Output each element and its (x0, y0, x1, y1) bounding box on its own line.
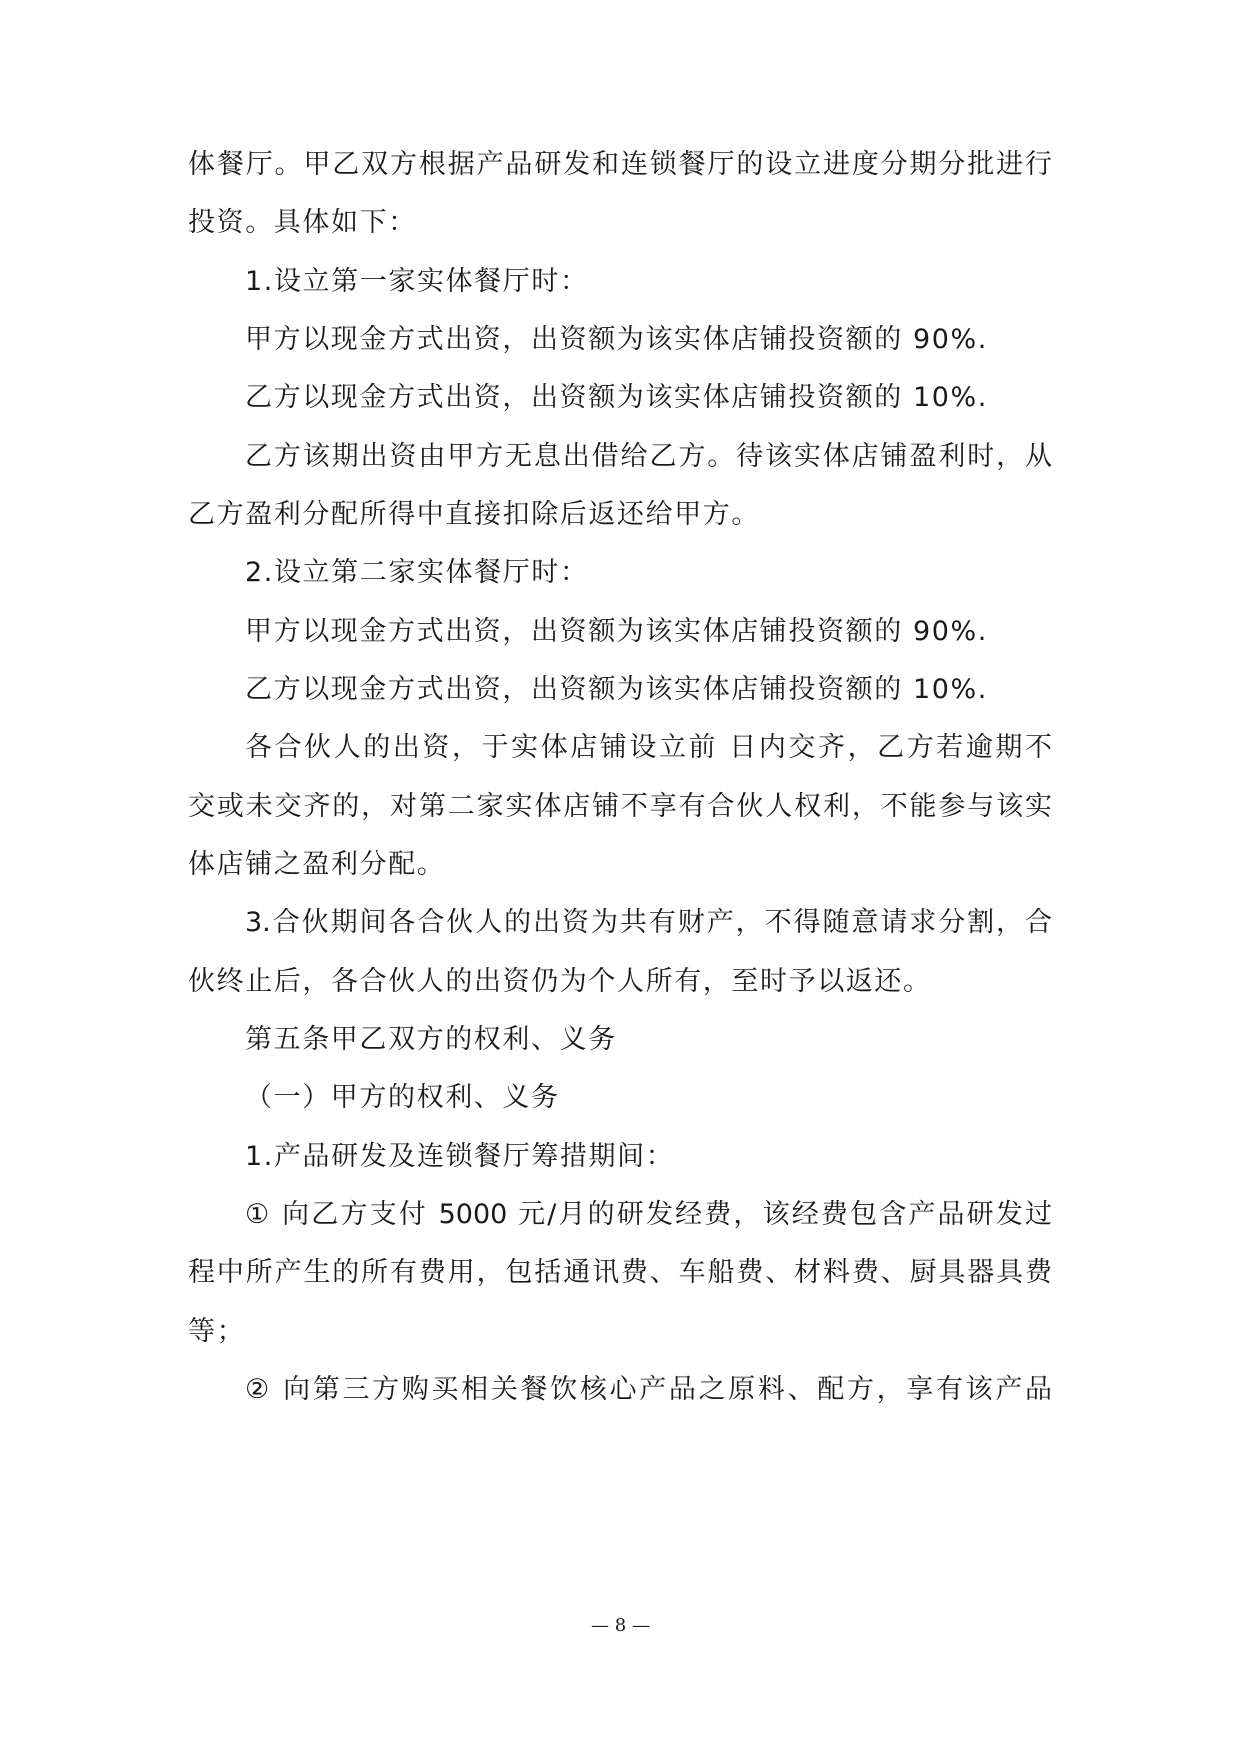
body-text-line: 体餐厅。甲乙双方根据产品研发和连锁餐厅的设立进度分期分批进行 (188, 149, 1052, 180)
article-heading: 第五条甲乙双方的权利、义务 (245, 1024, 617, 1055)
list-item-text: ② 向第三方购买相关餐饮核心产品之原料、配方，享有该产品 (245, 1374, 1052, 1405)
body-text-line: 乙方以现金方式出资，出资额为该实体店铺投资额的 10%. (245, 382, 988, 413)
body-text-line: 乙方以现金方式出资，出资额为该实体店铺投资额的 10%. (245, 674, 988, 705)
body-text-line: 体店铺之盈利分配。 (188, 849, 446, 880)
body-text-line: 甲方以现金方式出资，出资额为该实体店铺投资额的 90%. (245, 324, 988, 355)
body-text-line: 交或未交齐的，对第二家实体店铺不享有合伙人权利，不能参与该实 (188, 791, 1052, 822)
body-text-line: 投资。具体如下： (188, 207, 417, 238)
body-text-line: 乙方该期出资由甲方无息出借给乙方。待该实体店铺盈利时，从 (245, 441, 1052, 472)
page-number: — 8 — (591, 1615, 650, 1636)
body-text-line: 伙终止后，各合伙人的出资仍为个人所有，至时予以返还。 (188, 966, 932, 997)
body-text-line: 乙方盈利分配所得中直接扣除后返还给甲方。 (188, 499, 760, 530)
numbered-item-heading: 1.设立第一家实体餐厅时： (245, 266, 589, 297)
numbered-item-text: 3.合伙期间各合伙人的出资为共有财产，不得随意请求分割，合 (245, 907, 1052, 938)
body-text-line: 等； (188, 1316, 246, 1347)
body-text-line: 各合伙人的出资，于实体店铺设立前 日内交齐，乙方若逾期不 (245, 732, 1052, 763)
body-text-line: 甲方以现金方式出资，出资额为该实体店铺投资额的 90%. (245, 616, 988, 647)
numbered-item-heading: 1.产品研发及连锁餐厅筹措期间： (245, 1141, 675, 1172)
section-heading: （一）甲方的权利、义务 (245, 1082, 560, 1113)
numbered-item-heading: 2.设立第二家实体餐厅时： (245, 557, 589, 588)
body-text-line: 程中所产生的所有费用，包括通讯费、车船费、材料费、厨具器具费 (188, 1257, 1052, 1288)
list-item-text: ① 向乙方支付 5000 元/月的研发经费，该经费包含产品研发过 (245, 1199, 1052, 1230)
